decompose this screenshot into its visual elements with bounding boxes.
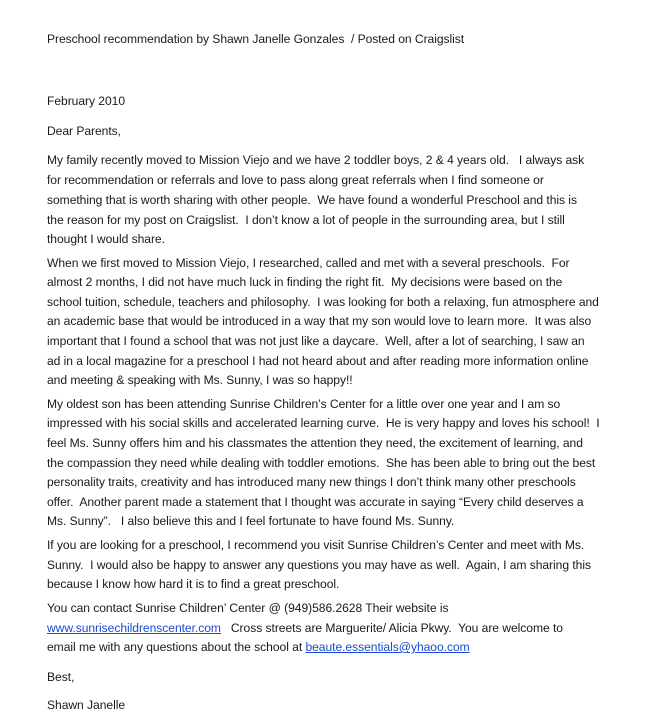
letter-closing: Best,	[47, 670, 75, 684]
cross-streets-text: Cross streets are Marguerite/ Alicia Pkwy. You are welcome to	[220, 621, 563, 635]
paragraph-2-line: and meeting & speaking with Ms. Sunny, I was so happy!!	[47, 373, 353, 387]
paragraph-1-line: My family recently moved to Mission Viejo and we have 2 toddler boys, 2 & 4 years old. I always ask	[47, 153, 585, 167]
paragraph-2-line: almost 2 months, I did not have much luck in finding the right fit. My decisions were based on the	[47, 275, 563, 289]
paragraph-3-line: feel Ms. Sunny offers him and his classmates the attention they need, the excitement of learning, and	[47, 436, 583, 450]
paragraph-4-line: Sunny. I would also be happy to answer any questions you may have as well. Again, I am sharing this	[47, 558, 591, 572]
paragraph-2-line: ad in a local magazine for a preschool I had not heard about and after reading more information online	[47, 354, 589, 368]
paragraph-1-line: the reason for my post on Craigslist. I don’t know a lot of people in the surrounding area, but I still	[47, 213, 565, 227]
email-link[interactable]: beaute.essentials@yhaoo.com	[305, 640, 470, 654]
paragraph-1-line: something that is worth sharing with other people. We have found a wonderful Preschool and this is	[47, 193, 577, 207]
website-link[interactable]: www.sunrisechildrenscenter.com	[47, 621, 221, 635]
contact-line	[47, 639, 470, 655]
paragraph-4-line: because I know how hard it is to find a great preschool.	[47, 577, 340, 591]
paragraph-2-line: school tuition, schedule, teachers and philosophy. I was looking for both a relaxing, fun atmosphere and	[47, 295, 599, 309]
email-intro-text: email me with any questions about the school at	[47, 640, 306, 654]
paragraph-1-line: for recommendation or referrals and love to pass along great referrals when I find someone or	[47, 173, 544, 187]
paragraph-3-line: personality traits, creativity and has introduced many new things I don’t think many other preschools	[47, 475, 576, 489]
document-title: Preschool recommendation by Shawn Janelle Gonzales / Posted on Craigslist	[47, 32, 465, 46]
letter-signature: Shawn Janelle	[47, 698, 126, 712]
letter-salutation: Dear Parents,	[47, 124, 121, 138]
contact-line: You can contact Sunrise Children’ Center @ (949)586.2628 Their website is	[47, 601, 449, 615]
paragraph-2-line: important that I found a school that was not just like a daycare. Well, after a lot of searching, I saw an	[47, 334, 585, 348]
paragraph-2-line: an academic base that would be introduced in a way that my son would love to learn more. It was also	[47, 314, 592, 328]
paragraph-3-line: the compassion they need while dealing with toddler emotions. She has been able to bring out the best	[47, 456, 596, 470]
letter-date: February 2010	[47, 94, 126, 108]
paragraph-3-line: offer. Another parent made a statement that I thought was accurate in saying “Every child deserves a	[47, 495, 584, 509]
paragraph-3-line: impressed with his social skills and accelerated learning curve. He is very happy and loves his school! I	[47, 416, 600, 430]
paragraph-3-line: My oldest son has been attending Sunrise Children’s Center for a little over one year and I am so	[47, 397, 561, 411]
paragraph-4-line: If you are looking for a preschool, I recommend you visit Sunrise Children’s Center and meet with Ms.	[47, 538, 585, 552]
paragraph-1-line: thought I would share.	[47, 232, 165, 246]
paragraph-2-line: When we first moved to Mission Viejo, I researched, called and met with a several preschools. For	[47, 256, 570, 270]
contact-line	[47, 620, 563, 636]
paragraph-3-line: Ms. Sunny”. I also believe this and I feel fortunate to have found Ms. Sunny.	[47, 514, 455, 528]
